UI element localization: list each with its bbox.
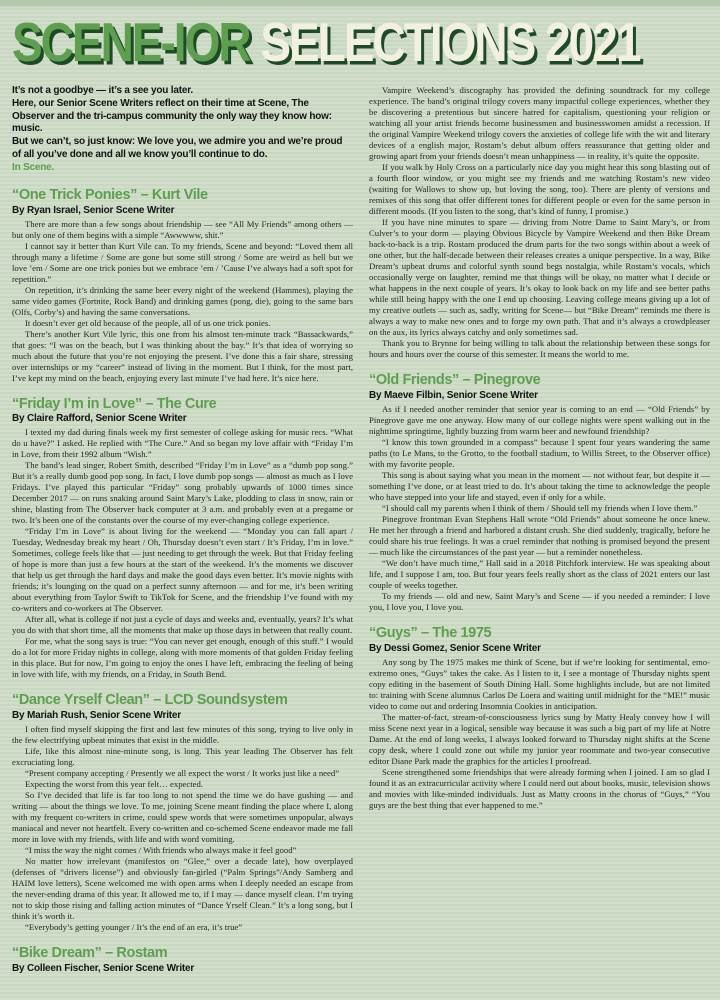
article-section [12,188,353,384]
section-heading: “Old Friends” – Pinegrove [369,372,541,388]
article-paragraph: This song is about saying what you mean in the moment — not without fear, but despite it — something I’ve done, or at least tried to do. It’s about taking the time to acknowledge the people who have stepped into your life and stayed, even if only for a while. [369,469,710,502]
section-byline: By Claire Rafford, Senior Scene Writer [12,413,187,425]
article-paragraph: “Friday I’m in Love” is about living for the weekend — “Monday you can fall apart / Tuesday, Wednesday break my heart / Oh, Thursday doesn’t even start / It’s Friday, I’m in love.” Sometimes, college feels like that — just needing to get through the week. But that Friday feeling of hope is more than just a few hours at the start of the weekend. It’s the moments we discover that help us get through the hard days and make the good days even better. It’s movie nights with friends; it’s lounging on the quad on a perfect sunny afternoon — and for me, it’s been writing about everything from Taylor Swift to TikTok for Scene, and the friendship I’ve found with my co-writers and co-workers at The Observer. [12,526,353,614]
article-paragraph: There are more than a few songs about friendship — see “All My Friends” among others — but only one of them begins with a simple “Awwwww, shit.” [12,218,353,240]
article-paragraph: For me, what the song says is true: “You can never get enough, enough of this stuff.” I would do a lot for more Friday nights in college, along with more moments of that golden Friday feeling in this place. But for now, I’m going to enjoy the ones I have left, embracing the feeling of being in love with life, with my friends, on a Friday, in South Bend. [12,636,353,680]
article-paragraph: As if I needed another reminder that senior year is coming to an end — “Old Friends” by Pinegrove gave me one anyway. How many of our college nights were spent walking out in the nighttime springtime, lightly buzzing from warm beer and newfound friendship? [369,403,710,436]
article-paragraph: “We don’t have much time,” Hall said in a 2018 Pitchfork interview. He was speaking about life, and I suppose I am, too. But four years feels really short as the class of 2021 enters our last couple of weeks together. [369,557,710,590]
page-top-strip [0,0,720,7]
article-paragraph: So I’ve decided that life is far too long to not spend the time we do have gushing — and writing — about the things we love. To me, joining Scene meant finding the place where I, along with my frequent co-writers in crime, could spew words that were sometimes unpopular, always maniacal and never not heartfelt. Every co-written and co-schemed Scene endeavor made me fall more in love with my friends, with life and with word vomiting. [12,790,353,845]
article-section [369,626,710,811]
article-paragraph: No matter how irrelevant (manifestos on “Glee,” over a decade late), how overplayed (defenses of “drivers license”) and obviously fan-girled (“Palm Springs”/Andy Samberg and HAIM love letters), Scene welcomed me with open arms when I deeply needed an escape from the never-ending drama of this year. It allowed me to, if I may — dance myself clean. I’m trying not to skip those rising and falling action minutes of “Dance Yrself Clean.” It’s a long song, but I think it’s worth it. [12,856,353,922]
intro-block [12,85,353,175]
article-columns [12,85,710,995]
article-paragraph: To my friends — old and new, Saint Mary’s and Scene — if you needed a reminder: I love you, I love you, I love you. [369,590,710,612]
article-paragraph: If you have nine minutes to spare — driving from Notre Dame to Saint Mary’s, or from Culver’s to your dorm — playing Obvious Bicycle by Vampire Weekend and then Bike Dream back-to-back is a trip. Rostam produced the drum parts for the two songs within about a week of one other, but the half-decade between their releases creates a unique perspective. In a way, Bike Dream’s upbeat drums and colorful synth sound begs nostalgia, while Rostam’s vocals, which occasionally verge on laughter, remind me that things will be okay, no matter what I decide or what happens in the next couple of years. It’s okay to look back on my life and see better paths while still being happy with the one I end up choosing. Leaving college means giving up a lot of my creative outlets — such as, sadly, writing for Scene— but “Bike Dream” reminds me there is always a way to make new ones and to forge my own path. That and it’s always a crowdpleaser on the aux, its lyrics always catchy and only sometimes sad. [369,217,710,337]
article-paragraph: Life, like this almost nine-minute song, is long. This year leading The Observer has felt excruciating long. [12,746,353,768]
section-paragraphs [369,657,710,811]
intro-line: But we can’t, so just know: We love you, we admire you and we’re proud of all you’ve done and all we know you’ll continue to do. [12,136,343,160]
page-title-selections: SELECTIONS 2021 [249,11,640,73]
section-paragraphs [12,219,353,384]
section-paragraphs [12,724,353,933]
article-paragraph: Scene strengthened some friendships that were already forming when I joined. I am so glad I found it as an extracurricular activity where I could nerd out about books, music, television shows and movies with like-minded individuals. Just as Matty croons in the chorus of “Guys,” “You guys are the best thing that ever happened to me.” [369,766,710,810]
section-heading: “Dance Yrself Clean” – LCD Soundsystem [12,692,288,709]
article-paragraph: Expecting the worst from this year felt… expected. [25,779,204,790]
article-paragraph: I texted my dad during finals week my first semester of college asking for music recs. “What do u have?” I asked. He replied with “The Cure.” And so began my love affair with “Friday I’m in Love, from their 1992 album “Wish.” [12,427,353,460]
article-paragraph: There’s another Kurt Vile lyric, this one from his almost ten-minute track “Bassackwards,” that goes: “I was on the beach, but I was thinking about the bay.” It’s that idea of worrying so much about the future that you’re not enjoying the present. I’ve done this a fair share, stressing over internships or my “career” instead of living in the moment. But I think, for the most part, I’ve kept my mind on the beach, enjoying every last minute I’ve had here. It’s nice here. [12,328,353,383]
article-paragraph: “I should call my parents when I think of them / Should tell my friends when I love them.” [382,502,698,513]
section-heading: “Bike Dream” – Rostam [12,945,168,962]
article-section [12,693,353,933]
article-paragraph: If you walk by Holy Cross on a particularly nice day you might hear this song blasting out of a fourth floor window, or you might see my friends and me watching Rostam’s new video (waiting for Wallows to show up, but loving the song, too). There are plenty of versions and remixes of this song that offer different tones for different people or even for the same person in different moods. (If you listen to the song, that’s kind of funny, I promise.) [369,162,710,216]
section-heading: “Friday I’m in Love” – The Cure [12,395,217,412]
section-byline: By Mariah Rush, Senior Scene Writer [12,710,181,722]
article-paragraph: “I miss the way the night comes / With friends who always make it feel good” [25,845,297,856]
section-paragraphs [12,427,353,680]
article-paragraph: I cannot say it better than Kurt Vile can. To my friends, Scene and beyond: “Loved them all through many a lifetime / Some are gone but some still strong / Some are weird as hell but we love ’em / Some are one trick ponies but we embrace ’em / ’Cause I’ve always had a soft spot for repetition.” [12,240,353,284]
article-paragraph: The matter-of-fact, stream-of-consciousness lyrics sung by Matty Healy convey how I will miss Scene next year in a logical, sensible way because it was such a big part of my life at Notre Dame. At the end of long weeks, I always looked forward to Thursday night shifts at the Scene copy desk, where I could zone out while my junior year roommate and two-year consecutive editor Diane Park made the graphics for the articles I proofread. [369,711,710,766]
article-paragraph: On repetition, it’s drinking the same beer every night of the weekend (Hammes), playing the same video games (Fortnite, Rock Band) and drinking games (pong, die), going to the same bars (Olfs, Corby’s) and having the same conversations. [12,284,353,317]
intro-line: It’s not a goodbye — it’s a see you later. [12,85,193,96]
article-paragraph: “Everybody’s getting younger / It’s the end of an era, it’s true” [25,922,243,933]
section-heading: “One Trick Ponies” – Kurt Vile [12,186,208,203]
intro-tagline: In Scene. [12,161,55,173]
section-byline: By Maeve Filbin, Senior Scene Writer [369,389,538,401]
article-paragraph: Vampire Weekend’s discography has provided the defining soundtrack for my college experience. The band’s original trilogy covers many impactful college experiences, whether they be discovering a pretentious but sincere hatred for capitalism, questioning your religion or watching all your artist friends become businessmen and businesswomen amidst a recession. If the original Vampire Weekend trilogy covers the anxieties of college life with the wit and literary devices of a english major, Rostam’s debut album offers reassurance that getting older and growing apart from your friends doesn’t mean unhappiness — in reality, it’s quite the opposite. [369,85,710,161]
section-paragraphs [369,404,710,613]
intro-line: Here, our Senior Scene Writers reflect on their time at Scene, The Observer and the tri-campus community the only way they know how: music. [12,97,332,135]
page-title [12,11,720,88]
article-paragraph: After all, what is college if not just a cycle of days and weeks and, eventually, years? It’s what you do with that short time, all the moments that make up those days in between that really count. [12,614,353,636]
section-byline: By Dessi Gomez, Senior Scene Writer [369,642,541,654]
article-paragraph: Any song by The 1975 makes me think of Scene, but if we’re looking for sentimental, emo-extremo ones, “Guys” takes the cake. As I listen to it, I see a montage of Thursday nights spent copy editing in the basement of South Dining Hall. Some highlights include, but are not limited to: training with Scene alumnus Carlos De Loera and waiting until midnight for the “ME!” music video to come out and ordering Insomnia Cookies in anticipation. [369,656,710,711]
article-section [12,397,353,681]
article-paragraph: Pinegrove frontman Evan Stephens Hall wrote “Old Friends” about someone he once knew. He met her through a friend and harbored a distant crush. She died suddenly, tragically, before he could share his true feelings. It was a cruel reminder that nothing is promised beyond the present — much like the circumstances of the past year — but a reminder nonetheless. [369,513,710,557]
article-paragraph: I often find myself skipping the first and last few minutes of this song, trying to live only in the few electrifying upbeat minutes that exist in the middle. [12,724,353,746]
page-title-scene-ior: SCENE-IOR [12,11,250,73]
article-paragraph: It doesn’t ever get old because of the people, all of us one trick ponies. [25,317,271,328]
section-heading: “Guys” – The 1975 [369,624,492,641]
article-paragraph: Thank you to Brynne for being willing to talk about the relationship between these songs for hours and hours over the course of this semester. It means the world to me. [369,338,710,359]
article-paragraph: “I know this town grounded in a compass” because I spent four years wandering the same paths (to Le Mans, to the Grotto, to the football stadium, to Willis Street, to the Observer office) with my favorite people. [369,436,710,469]
sections-host [12,85,710,995]
article-paragraph: The band’s lead singer, Robert Smith, described “Friday I’m in Love” as a “dumb pop song.” But it’s a really dumb good pop song. In fact, I love dumb pop songs — almost as much as I love Fridays. I’ve played this particular “Friday” song probably upwards of 1000 times since December 2017 — on runs snaking around Saint Mary’s Lake, plodding to class in snow, rain or shine, blasting from The Observer back computer at 3 a.m. and probably even at a pregame or two. It’s been one of the constants over the course of my ever-changing college experience. [12,460,353,526]
article-paragraph: “Present company accepting / Presently we all expect the worst / It works just like a need” [25,768,340,779]
section-byline: By Colleen Fischer, Senior Scene Writer [12,963,195,975]
section-paragraphs [369,85,710,360]
section-byline: By Ryan Israel, Senior Scene Writer [12,204,175,216]
article-section [369,373,710,613]
